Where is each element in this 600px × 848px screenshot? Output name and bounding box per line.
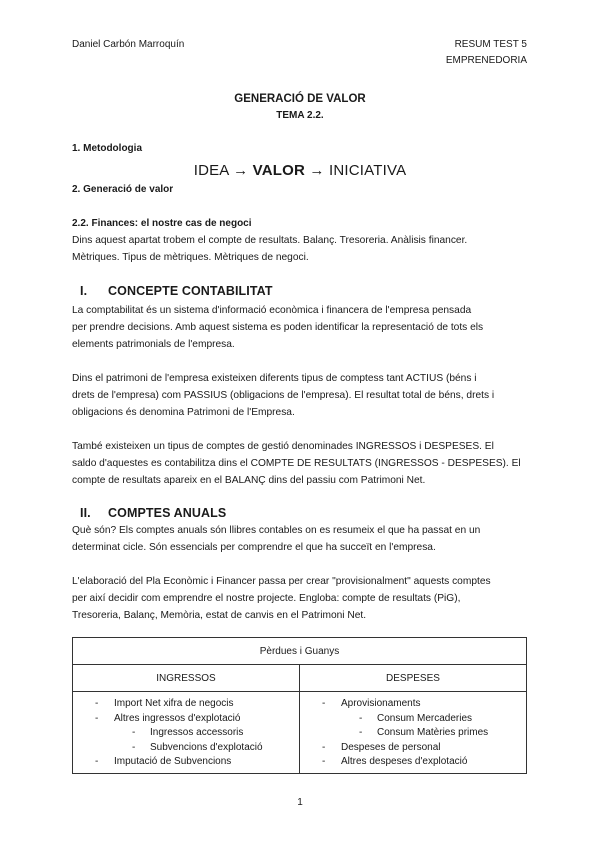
table-title: Pèrdues i Guanys (73, 638, 527, 665)
concepte-p1-line-3: elements patrimonials de l'empresa. (72, 339, 235, 350)
list-dash: - (132, 727, 136, 739)
section-heading-concepte: CONCEPTE CONTABILITAT (108, 284, 273, 298)
list-item (300, 726, 526, 741)
concepte-p2-line-2: drets de l'empresa) com PASSIUS (obligacions de l'empresa). El resultat total de béns, drets i (72, 390, 495, 401)
list-item-label: Consum Matèries primes (377, 727, 489, 739)
section-finances: 2.2. Finances: el nostre cas de negoci (72, 218, 252, 229)
flow-valor: VALOR (252, 162, 306, 179)
ingressos-cell (73, 692, 300, 774)
list-item (73, 726, 299, 741)
arrow-right-icon: → (309, 162, 325, 179)
list-dash: - (95, 698, 99, 709)
list-dash: - (322, 756, 326, 768)
concepte-p1-line-2: per prendre decisions. Amb aquest sistema es poden identificar la representació de tots els (72, 322, 484, 333)
comptes-p1-line-1: Què són? Els comptes anuals són llibres contables on es resumeix el que ha passat en un (72, 525, 481, 536)
list-item-label: Altres ingressos d'explotació (114, 712, 241, 724)
comptes-p1-line-2: determinat cicle. Són essencials per comprendre el que ha succeït en l'empresa. (72, 542, 436, 553)
page-number: 1 (297, 797, 303, 808)
list-item (73, 712, 299, 727)
list-item-label: Aprovisionaments (341, 698, 421, 709)
concepte-p3-line-2: saldo d'aquestes es contabilitza dins el COMPTE DE RESULTATS (INGRESSOS - DESPESES). El (72, 458, 521, 469)
list-item (300, 712, 526, 727)
list-item-label: Import Net xifra de negocis (114, 698, 234, 709)
flow-iniciativa: INICIATIVA (328, 162, 407, 179)
section-heading-comptes: COMPTES ANUALS (108, 506, 227, 520)
page-title: GENERACIÓ DE VALOR (234, 93, 366, 105)
concepte-p1-line-1: La comptabilitat és un sistema d'informació econòmica i financera de l'empresa pensada (72, 305, 472, 316)
despeses-cell (300, 692, 527, 774)
column-header-despeses: DESPESES (300, 665, 527, 692)
comptes-p2-line-1: L'elaboració del Pla Econòmic i Financer passa per crear "provisionalment" aquests comptes (72, 576, 491, 587)
section-number-i: I. (80, 284, 88, 298)
list-dash: - (95, 756, 99, 768)
header-author: Daniel Carbón Marroquín (72, 39, 185, 50)
list-dash: - (132, 741, 136, 753)
header-doc-ref: RESUM TEST 5 (454, 39, 527, 50)
list-item-label: Altres despeses d'explotació (341, 756, 468, 768)
despeses-list (300, 697, 526, 770)
list-item (300, 741, 526, 756)
arrow-right-icon: → (233, 162, 249, 179)
perdues-guanys-table (72, 637, 527, 774)
list-dash: - (359, 727, 363, 739)
section-number-ii: II. (80, 506, 91, 520)
list-item (73, 741, 299, 756)
page-subtitle: TEMA 2.2. (276, 110, 324, 121)
ingressos-list (73, 697, 299, 770)
list-item-label: Subvencions d'explotació (150, 741, 263, 753)
list-dash: - (322, 698, 326, 709)
list-dash: - (95, 712, 99, 724)
list-item (300, 755, 526, 770)
list-item-label: Imputació de Subvencions (114, 756, 232, 768)
list-item (73, 697, 299, 712)
list-item (300, 697, 526, 712)
flow-idea: IDEA (193, 162, 229, 179)
list-item-label: Despeses de personal (341, 741, 441, 753)
finances-line-2: Mètriques. Tipus de mètriques. Mètriques de negoci. (72, 252, 309, 263)
header-subject: EMPRENEDORIA (445, 55, 527, 66)
list-item-label: Ingressos accessoris (150, 727, 244, 739)
section-generacio-valor: 2. Generació de valor (72, 184, 174, 195)
list-item (73, 755, 299, 770)
concepte-p3-line-3: compte de resultats apareix en el BALANÇ dins del passiu com Patrimoni Net. (72, 475, 426, 486)
list-dash: - (322, 741, 326, 753)
list-item-label: Consum Mercaderies (377, 712, 473, 724)
column-header-ingressos: INGRESSOS (73, 665, 300, 692)
finances-line-1: Dins aquest apartat trobem el compte de resultats. Balanç. Tresoreria. Anàlisis financer. (72, 235, 468, 246)
comptes-p2-line-3: Tresoreria, Balanç, Memòria, estat de canvis en el Patrimoni Net. (72, 610, 367, 621)
idea-valor-iniciativa-flow (0, 162, 600, 179)
concepte-p2-line-3: obligacions és denomina Patrimoni de l'Empresa. (72, 407, 295, 418)
comptes-p2-line-2: per així decidir com emprendre el nostre projecte. Engloba: compte de resultats (PiG), (72, 593, 461, 604)
list-dash: - (359, 712, 363, 724)
section-metodologia: 1. Metodologia (72, 143, 142, 154)
concepte-p3-line-1: També existeixen un tipus de comptes de gestió denominades INGRESSOS i DESPESES. El (72, 441, 494, 452)
concepte-p2-line-1: Dins el patrimoni de l'empresa existeixen diferents tipus de comptess tant ACTIUS (béns i (72, 373, 477, 384)
